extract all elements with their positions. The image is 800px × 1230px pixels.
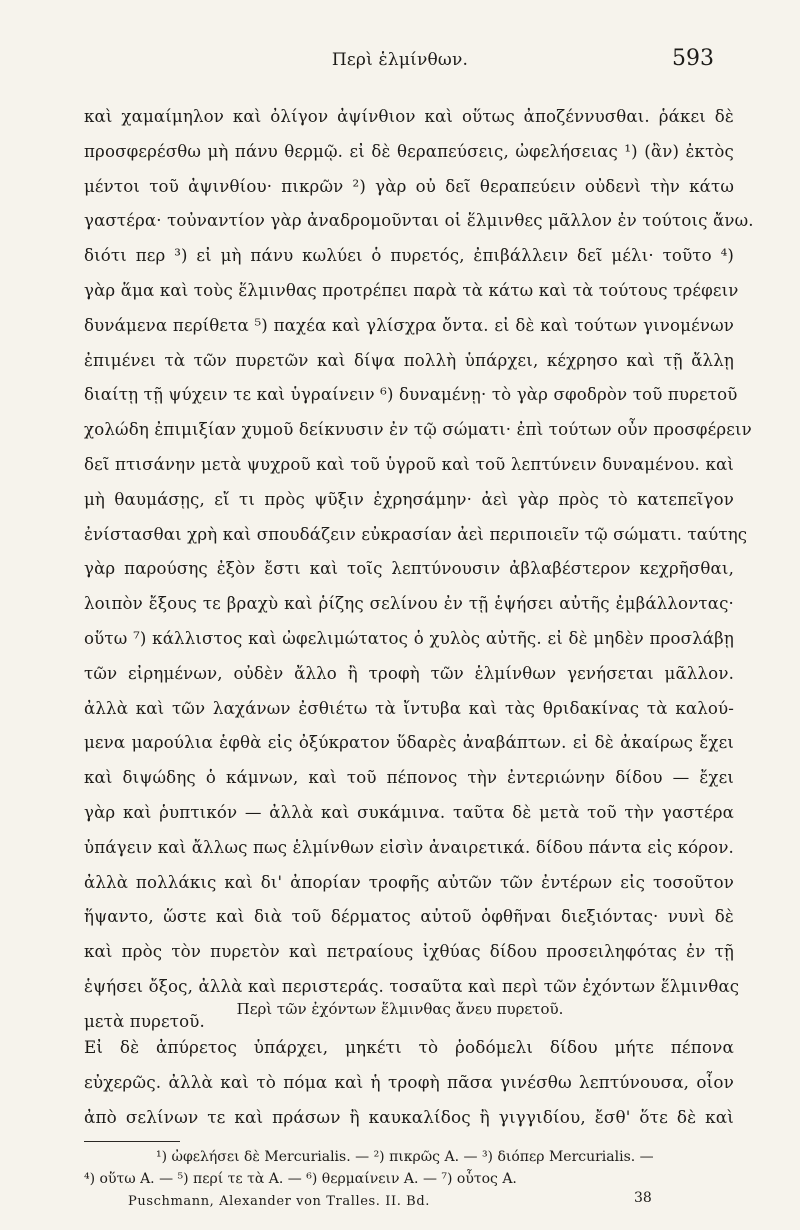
footnote-divider xyxy=(84,1141,180,1142)
text-line: καὶ χαμαίμηλον καὶ ὀλίγον ἀψίνθιον καὶ οὕτως ἀποζέννυσθαι. ῥάκει δὲ xyxy=(84,107,734,126)
text-line: ἀλλὰ πολλάκις καὶ δι' ἀπορίαν τροφῆς αὐτῶν τῶν ἐντέρων εἰς τοσοῦτον xyxy=(84,872,734,892)
page-number: 593 xyxy=(672,46,714,71)
text-line: μετὰ πυρετοῦ. xyxy=(84,1011,205,1031)
text-line: μενα μαρούλια ἑφθὰ εἰς ὀξύκρατον ὕδαρὲς ἀναβάπτων. εἰ δὲ ἀκαίρως ἔχει xyxy=(84,733,734,753)
text-line: καὶ πρὸς τὸν πυρετὸν καὶ πετραίους ἰχθύας δίδου προσειληφότας ἐν τῇ xyxy=(84,942,734,962)
footnotes xyxy=(84,1146,734,1190)
text-line: ἀπὸ σελίνων τε καὶ πράσων ἢ καυκαλίδος ἢ γιγγιδίου, ἔσθ' ὅτε δὲ καὶ xyxy=(84,1107,734,1127)
text-line: γὰρ ἅμα καὶ τοὺς ἕλμινθας προτρέπει παρὰ τὰ κάτω καὶ τὰ τούτους τρέφειν xyxy=(84,280,739,300)
footnote-line: ¹) ὠφελήσει δὲ Mercurialis. — ²) πικρῶς A. — ³) διόπερ Mercurialis. — xyxy=(156,1149,654,1165)
footnote-line: ⁴) οὕτω A. — ⁵) περί τε τὰ A. — ⁶) θερμαίνειν A. — ⁷) οὗτος A. xyxy=(84,1171,517,1187)
text-line: χολώδη ἐπιμιξίαν χυμοῦ δείκνυσιν ἐν τῷ σώματι· ἐπὶ τούτων οὖν προσφέρειν xyxy=(84,420,752,440)
text-line: διαίτῃ τῇ ψύχειν τε καὶ ὑγραίνειν ⁶) δυναμένῃ· τὸ γὰρ σφοδρὸν τοῦ πυρετοῦ xyxy=(84,385,738,405)
text-line: ἀλλὰ καὶ τῶν λαχάνων ἐσθιέτω τὰ ἴντυβα καὶ τὰς θριδακίνας τὰ καλού- xyxy=(84,698,734,718)
text-line: εὐχερῶς. ἀλλὰ καὶ τὸ πόμα καὶ ἡ τροφὴ πᾶσα γινέσθω λεπτύνουσα, οἷον xyxy=(84,1072,734,1092)
section-heading: Περὶ τῶν ἐχόντων ἕλμινθας ἄνευ πυρετοῦ. xyxy=(236,1000,564,1018)
text-line: προσφερέσθω μὴ πάνυ θερμῷ. εἰ δὲ θεραπεύσεις, ὠφελήσειας ¹) (ἂν) ἐκτὸς xyxy=(84,141,734,161)
text-line: γὰρ καὶ ῥυπτικόν — ἀλλὰ καὶ συκάμινα. ταῦτα δὲ μετὰ τοῦ τὴν γαστέρα xyxy=(84,802,734,822)
text-line: δεῖ πτισάνην μετὰ ψυχροῦ καὶ τοῦ ὑγροῦ καὶ τοῦ λεπτύνειν δυναμένου. καὶ xyxy=(84,454,734,474)
main-text xyxy=(84,100,754,1040)
section-text xyxy=(84,1030,734,1135)
text-line: δυνάμενα περίθετα ⁵) παχέα καὶ γλίσχρα ὄντα. εἰ δὲ καὶ τούτων γινομένων xyxy=(84,315,734,335)
text-line: τῶν εἰρημένων, οὐδὲν ἄλλο ἢ τροφὴ τῶν ἑλμίνθων γενήσεται μᾶλλον. xyxy=(84,663,734,683)
running-head xyxy=(0,46,800,76)
text-line: ἑψήσει ὄξος, ἀλλὰ καὶ περιστεράς. τοσαῦτα καὶ περὶ τῶν ἐχόντων ἕλμινθας xyxy=(84,976,740,996)
text-line: μέντοι τοῦ ἀψινθίου· πικρῶν ²) γὰρ οὐ δεῖ θεραπεύειν οὐδενὶ τὴν κάτω xyxy=(84,176,734,196)
text-line: διότι περ ³) εἰ μὴ πάνυ κωλύει ὁ πυρετός, ἐπιβάλλειν δεῖ μέλι· τοῦτο ⁴) xyxy=(84,246,734,266)
text-line: ἥψαντο, ὥστε καὶ διὰ τοῦ δέρματος αὐτοῦ ὀφθῆναι διεξιόντας· νυνὶ δὲ xyxy=(84,907,734,927)
running-title: Περὶ ἑλμίνθων. xyxy=(331,50,469,70)
text-line: ἐνίστασθαι χρὴ καὶ σπουδάζειν εὐκρασίαν ἀεὶ περιποιεῖν τῷ σώματι. ταύτης xyxy=(84,524,748,544)
signature-mark: 38 xyxy=(634,1190,652,1206)
text-line: Εἰ δὲ ἀπύρετος ὑπάρχει, μηκέτι τὸ ῥοδόμελι δίδου μήτε πέπονα xyxy=(84,1037,734,1057)
printer-imprint: Puschmann, Alexander von Tralles. II. Bd. xyxy=(128,1194,430,1209)
text-line: ὑπάγειν καὶ ἄλλως πως ἑλμίνθων εἰσὶν ἀναιρετικά. δίδου πάντα εἰς κόρον. xyxy=(84,837,734,857)
text-line: γαστέρα· τοὐναντίον γὰρ ἀναδρομοῦνται οἱ ἕλμινθες μᾶλλον ἐν τούτοις ἄνω. xyxy=(84,211,754,231)
text-line: γὰρ παρούσης ἐξὸν ἔστι καὶ τοῖς λεπτύνουσιν ἀβλαβέστερον κεχρῆσθαι, xyxy=(84,559,734,579)
text-line: λοιπὸν ἔξους τε βραχὺ καὶ ῥίζης σελίνου ἐν τῇ ἑψήσει αὐτῆς ἐμβάλλοντας· xyxy=(84,594,734,614)
text-line: καὶ διψώδης ὁ κάμνων, καὶ τοῦ πέπονος τὴν ἐντεριώνην δίδου — ἔχει xyxy=(84,768,734,788)
text-line: μὴ θαυμάσῃς, εἴ τι πρὸς ψῦξιν ἐχρησάμην· ἀεὶ γὰρ πρὸς τὸ κατεπεῖγον xyxy=(84,489,734,509)
text-line: ἐπιμένει τὰ τῶν πυρετῶν καὶ δίψα πολλὴ ὑπάρχει, κέχρησο καὶ τῇ ἄλλῃ xyxy=(84,350,734,370)
text-line: οὕτω ⁷) κάλλιστος καὶ ὠφελιμώτατος ὁ χυλὸς αὐτῆς. εἰ δὲ μηδὲν προσλάβῃ xyxy=(84,628,734,648)
